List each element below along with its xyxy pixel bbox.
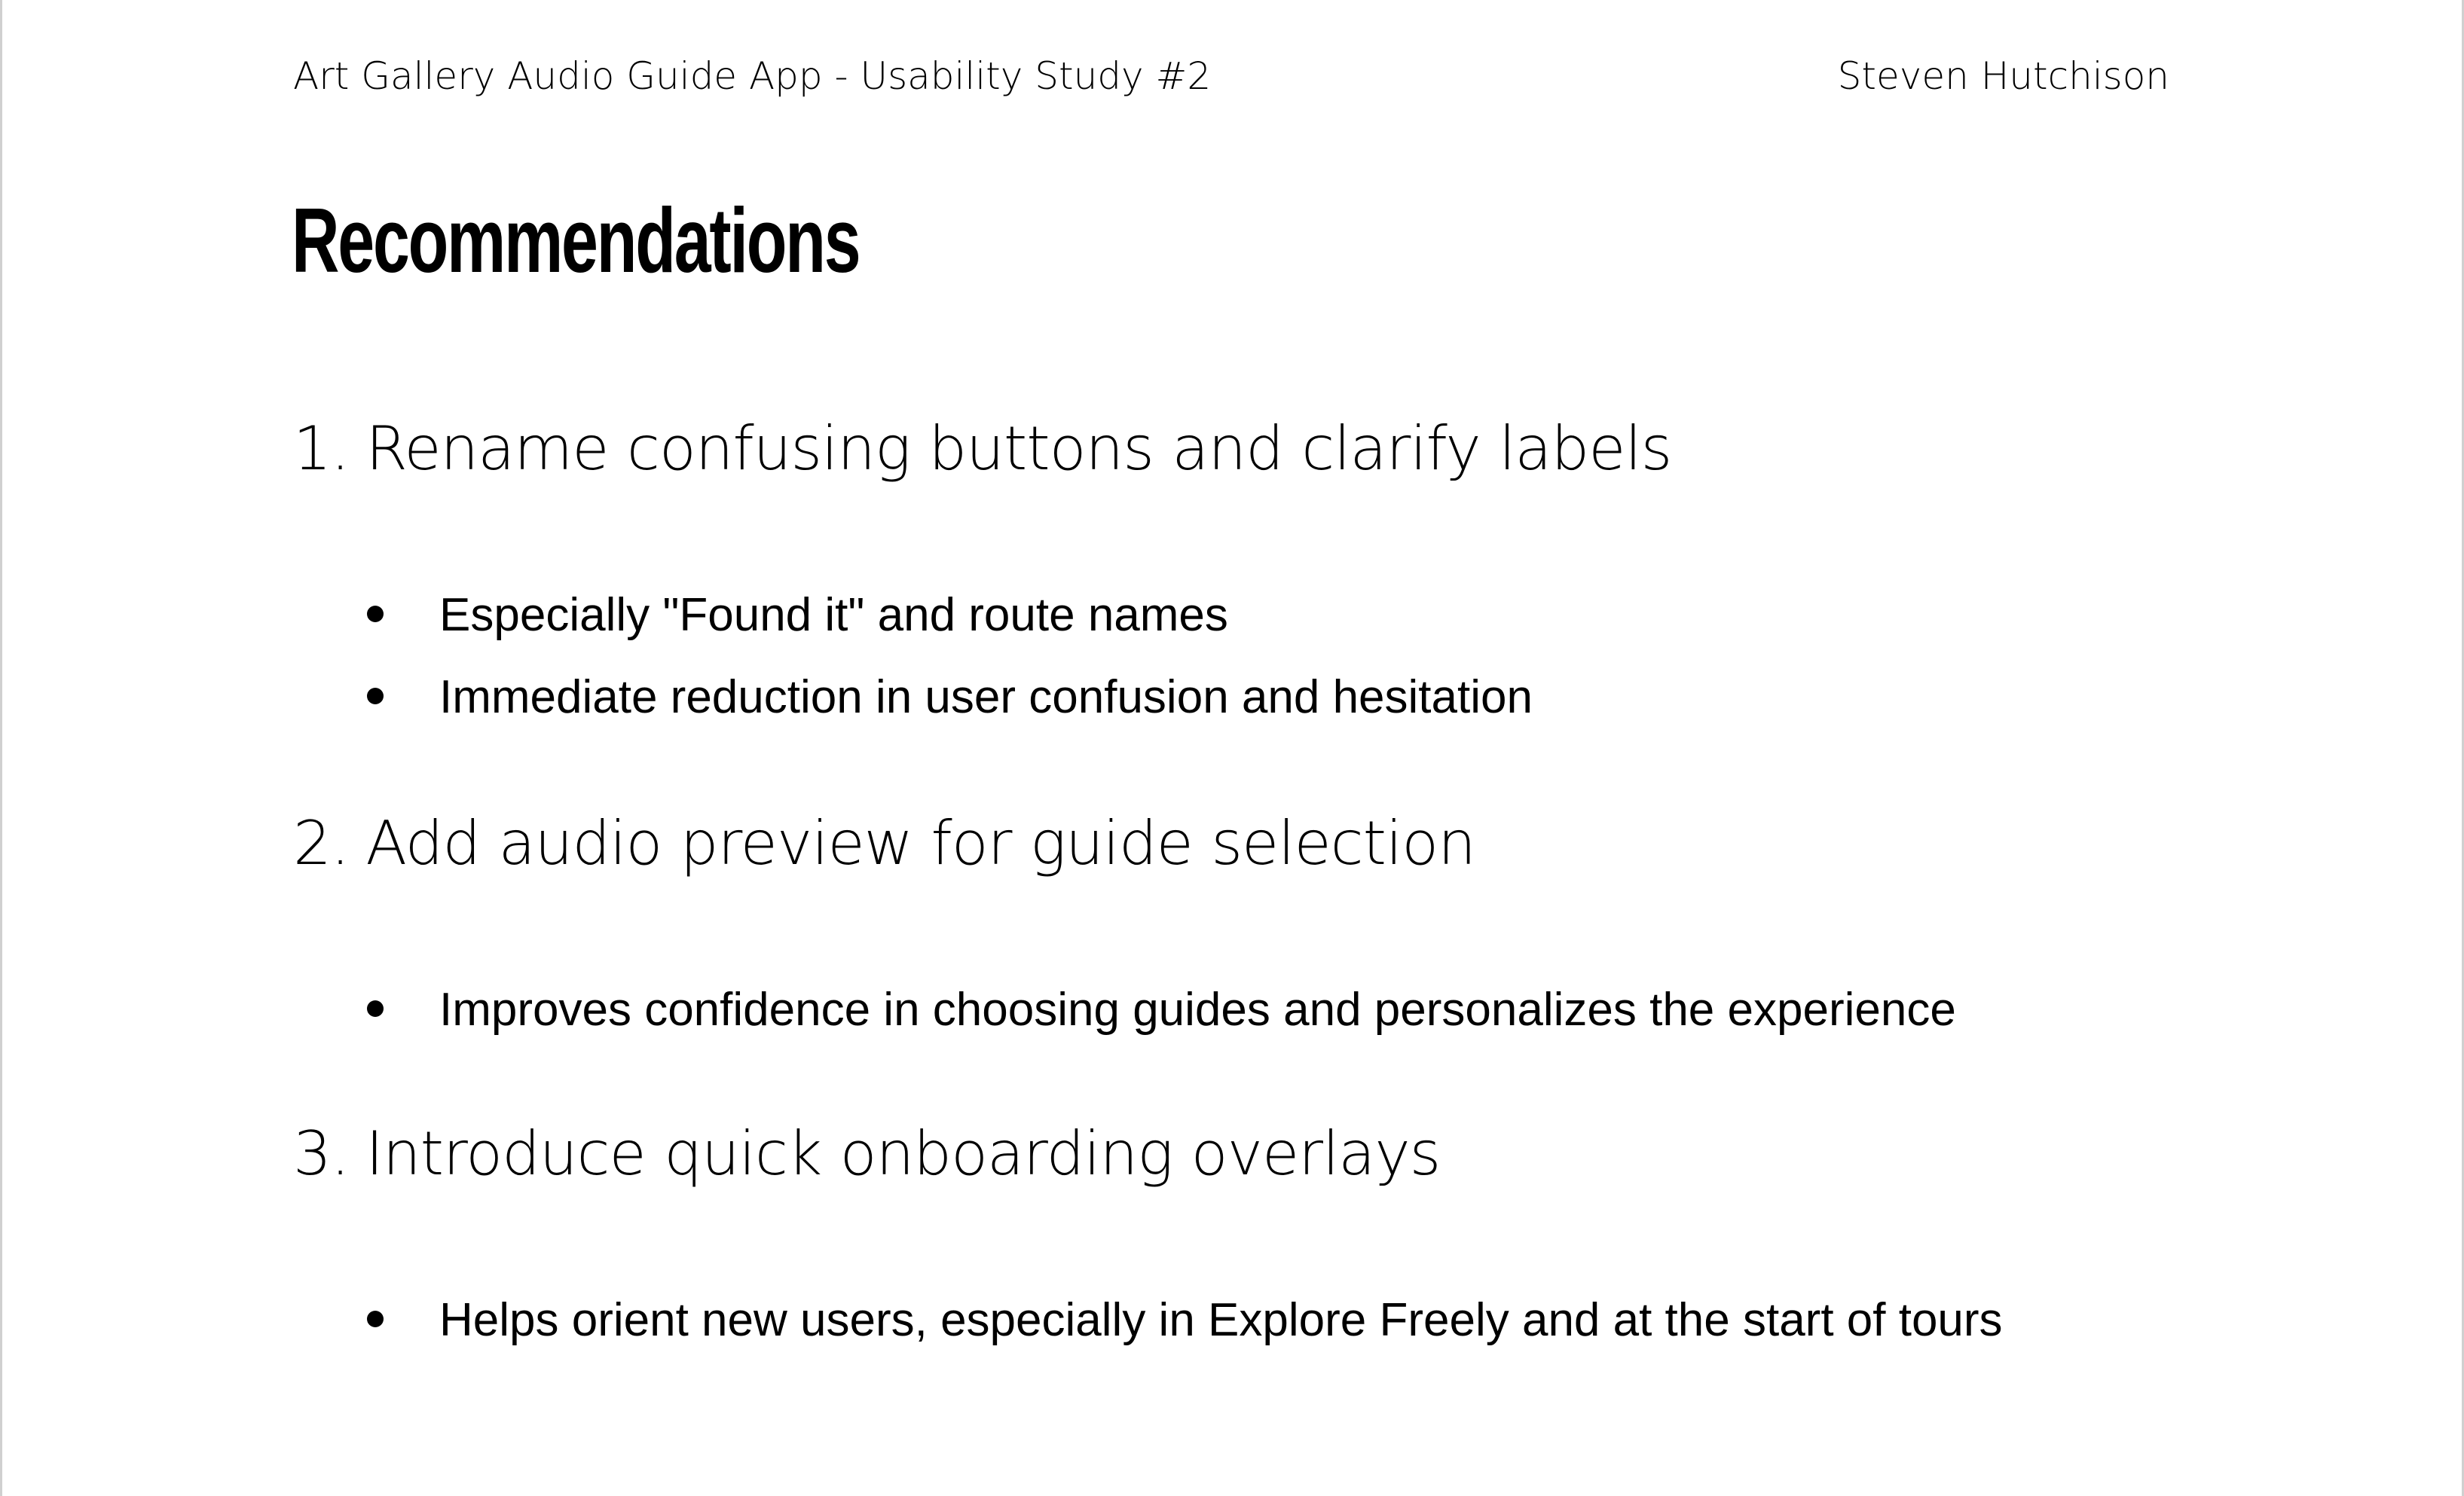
recommendation-number: 2.: [293, 808, 350, 878]
recommendation-2-heading: [293, 808, 1475, 878]
bullet-icon: [367, 688, 384, 704]
list-item: [367, 984, 1956, 1036]
bullet-icon: [367, 1311, 384, 1327]
recommendation-number: 3.: [293, 1119, 350, 1189]
recommendation-3-heading: [293, 1119, 1441, 1189]
page-title: Recommendations: [292, 189, 860, 292]
list-item: [367, 671, 1533, 723]
recommendation-title: Introduce quick onboarding overlays: [365, 1119, 1441, 1189]
bullet-icon: [367, 1000, 384, 1017]
recommendation-1-heading: [293, 414, 1672, 484]
bullet-text: Immediate reduction in user confusion and hesitation: [439, 671, 1533, 723]
recommendation-title: Add audio preview for guide selection: [365, 808, 1475, 878]
bullet-text: Helps orient new users, especially in Explore Freely and at the start of tours: [439, 1294, 2003, 1346]
recommendation-number: 1.: [293, 414, 350, 484]
author-name: Steven Hutchison: [1837, 54, 2169, 98]
recommendation-title: Rename confusing buttons and clarify labels: [365, 414, 1672, 484]
list-item: [367, 589, 1228, 641]
list-item: [367, 1294, 2003, 1346]
bullet-icon: [367, 606, 384, 622]
study-title: Art Gallery Audio Guide App - Usability Study #2: [293, 54, 1212, 98]
bullet-text: Improves confidence in choosing guides and personalizes the experience: [439, 984, 1956, 1036]
bullet-text: Especially "Found it" and route names: [439, 589, 1228, 641]
